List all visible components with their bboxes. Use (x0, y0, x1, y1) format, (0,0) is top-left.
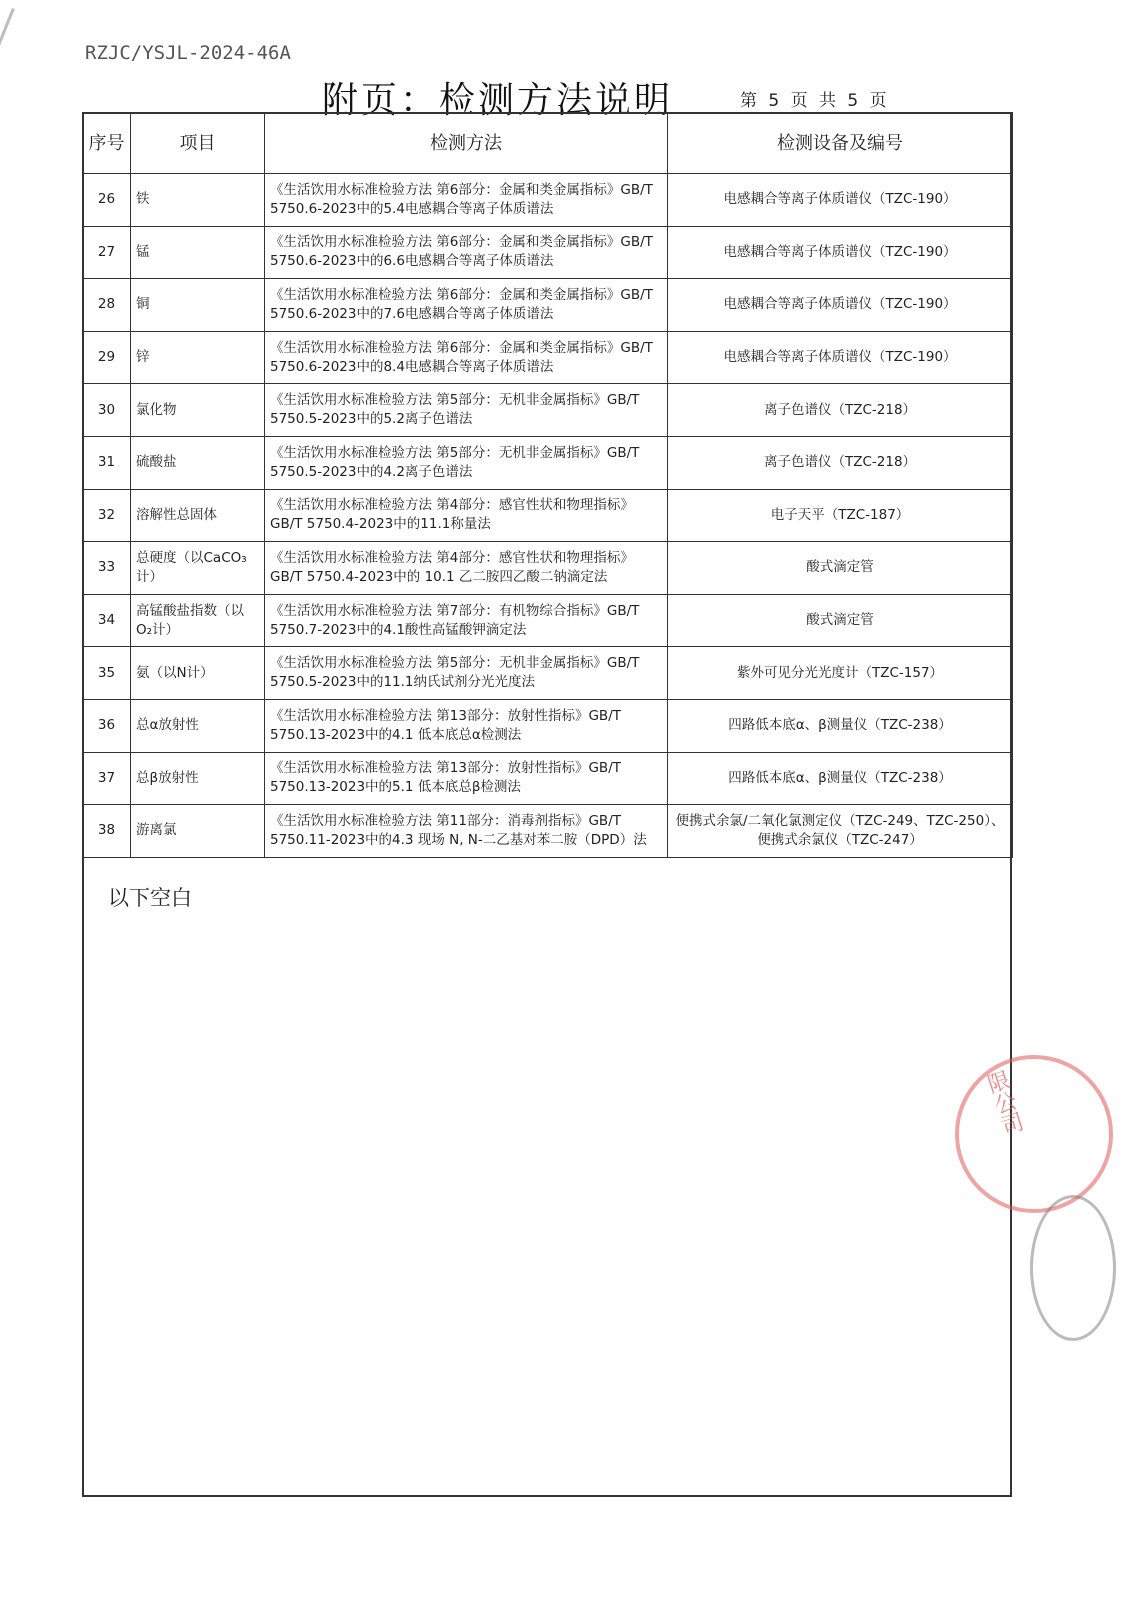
cell-method: 《生活饮用水标准检验方法 第4部分：感官性状和物理指标》GB/T 5750.4-2023中的11.1称量法 (265, 489, 668, 542)
method-table (82, 112, 1013, 858)
cell-item: 总β放射性 (131, 752, 265, 805)
cell-no: 38 (83, 805, 131, 858)
cell-method: 《生活饮用水标准检验方法 第6部分：金属和类金属指标》GB/T 5750.6-2023中的5.4电感耦合等离子体质谱法 (265, 174, 668, 227)
cell-method: 《生活饮用水标准检验方法 第13部分：放射性指标》GB/T 5750.13-2023中的5.1 低本底总β检测法 (265, 752, 668, 805)
table-row (83, 805, 1013, 858)
cell-no: 34 (83, 594, 131, 647)
scan-artifact-line (0, 8, 15, 113)
cell-no: 30 (83, 384, 131, 437)
header-no: 序号 (83, 113, 131, 174)
cell-item: 铁 (131, 174, 265, 227)
cell-equipment: 四路低本底α、β测量仪（TZC-238） (668, 699, 1013, 752)
cell-item: 溶解性总固体 (131, 489, 265, 542)
cell-method: 《生活饮用水标准检验方法 第5部分：无机非金属指标》GB/T 5750.5-2023中的4.2离子色谱法 (265, 436, 668, 489)
cell-equipment: 离子色谱仪（TZC-218） (668, 384, 1013, 437)
cell-equipment: 四路低本底α、β测量仪（TZC-238） (668, 752, 1013, 805)
cell-equipment: 电子天平（TZC-187） (668, 489, 1013, 542)
cell-equipment: 电感耦合等离子体质谱仪（TZC-190） (668, 279, 1013, 332)
table-row (83, 384, 1013, 437)
cell-equipment: 酸式滴定管 (668, 594, 1013, 647)
cell-no: 36 (83, 699, 131, 752)
page-info: 第 5 页 共 5 页 (740, 91, 887, 111)
table-row (83, 436, 1013, 489)
table-row (83, 226, 1013, 279)
cell-method: 《生活饮用水标准检验方法 第7部分：有机物综合指标》GB/T 5750.7-2023中的4.1酸性高锰酸钾滴定法 (265, 594, 668, 647)
blank-below-note: 以下空白 (108, 886, 192, 910)
cell-method: 《生活饮用水标准检验方法 第6部分：金属和类金属指标》GB/T 5750.6-2023中的7.6电感耦合等离子体质谱法 (265, 279, 668, 332)
table-row (83, 752, 1013, 805)
cell-no: 37 (83, 752, 131, 805)
cell-no: 29 (83, 331, 131, 384)
cell-no: 33 (83, 542, 131, 595)
table-row (83, 594, 1013, 647)
cell-method: 《生活饮用水标准检验方法 第6部分：金属和类金属指标》GB/T 5750.6-2023中的8.4电感耦合等离子体质谱法 (265, 331, 668, 384)
cell-no: 26 (83, 174, 131, 227)
cell-equipment: 酸式滴定管 (668, 542, 1013, 595)
cell-item: 锌 (131, 331, 265, 384)
cell-item: 氨（以N计） (131, 647, 265, 700)
cell-no: 28 (83, 279, 131, 332)
company-seal-text: 限公司 (981, 1067, 1026, 1139)
cell-method: 《生活饮用水标准检验方法 第4部分：感官性状和物理指标》GB/T 5750.4-2023中的 10.1 乙二胺四乙酸二钠滴定法 (265, 542, 668, 595)
cell-equipment: 电感耦合等离子体质谱仪（TZC-190） (668, 331, 1013, 384)
table-row (83, 174, 1013, 227)
page-title: 附页：检测方法说明 (322, 80, 674, 121)
table-header-row (83, 113, 1013, 174)
cell-no: 31 (83, 436, 131, 489)
cell-item: 高锰酸盐指数（以O₂计） (131, 594, 265, 647)
cell-equipment: 电感耦合等离子体质谱仪（TZC-190） (668, 174, 1013, 227)
table-row (83, 647, 1013, 700)
table-row (83, 489, 1013, 542)
cell-method: 《生活饮用水标准检验方法 第6部分：金属和类金属指标》GB/T 5750.6-2023中的6.6电感耦合等离子体质谱法 (265, 226, 668, 279)
cell-method: 《生活饮用水标准检验方法 第5部分：无机非金属指标》GB/T 5750.5-2023中的11.1纳氏试剂分光光度法 (265, 647, 668, 700)
cell-item: 总α放射性 (131, 699, 265, 752)
header-equipment: 检测设备及编号 (668, 113, 1013, 174)
cell-equipment: 离子色谱仪（TZC-218） (668, 436, 1013, 489)
cell-no: 27 (83, 226, 131, 279)
cell-no: 35 (83, 647, 131, 700)
cell-item: 游离氯 (131, 805, 265, 858)
cell-method: 《生活饮用水标准检验方法 第5部分：无机非金属指标》GB/T 5750.5-2023中的5.2离子色谱法 (265, 384, 668, 437)
cell-no: 32 (83, 489, 131, 542)
cell-method: 《生活饮用水标准检验方法 第13部分：放射性指标》GB/T 5750.13-2023中的4.1 低本底总α检测法 (265, 699, 668, 752)
table-row (83, 279, 1013, 332)
document-number: RZJC/YSJL-2024-46A (85, 42, 291, 64)
cell-equipment: 紫外可见分光光度计（TZC-157） (668, 647, 1013, 700)
cell-item: 铜 (131, 279, 265, 332)
perforation-seal (1030, 1195, 1116, 1341)
table-row (83, 542, 1013, 595)
header-item: 项目 (131, 113, 265, 174)
cell-equipment: 电感耦合等离子体质谱仪（TZC-190） (668, 226, 1013, 279)
table-row (83, 699, 1013, 752)
cell-item: 氯化物 (131, 384, 265, 437)
table-row (83, 331, 1013, 384)
header-method: 检测方法 (265, 113, 668, 174)
cell-item: 总硬度（以CaCO₃计） (131, 542, 265, 595)
cell-item: 硫酸盐 (131, 436, 265, 489)
cell-method: 《生活饮用水标准检验方法 第11部分：消毒剂指标》GB/T 5750.11-2023中的4.3 现场 N, N-二乙基对苯二胺（DPD）法 (265, 805, 668, 858)
cell-item: 锰 (131, 226, 265, 279)
cell-equipment: 便携式余氯/二氧化氯测定仪（TZC-249、TZC-250）、便携式余氯仪（TZC-247） (668, 805, 1013, 858)
